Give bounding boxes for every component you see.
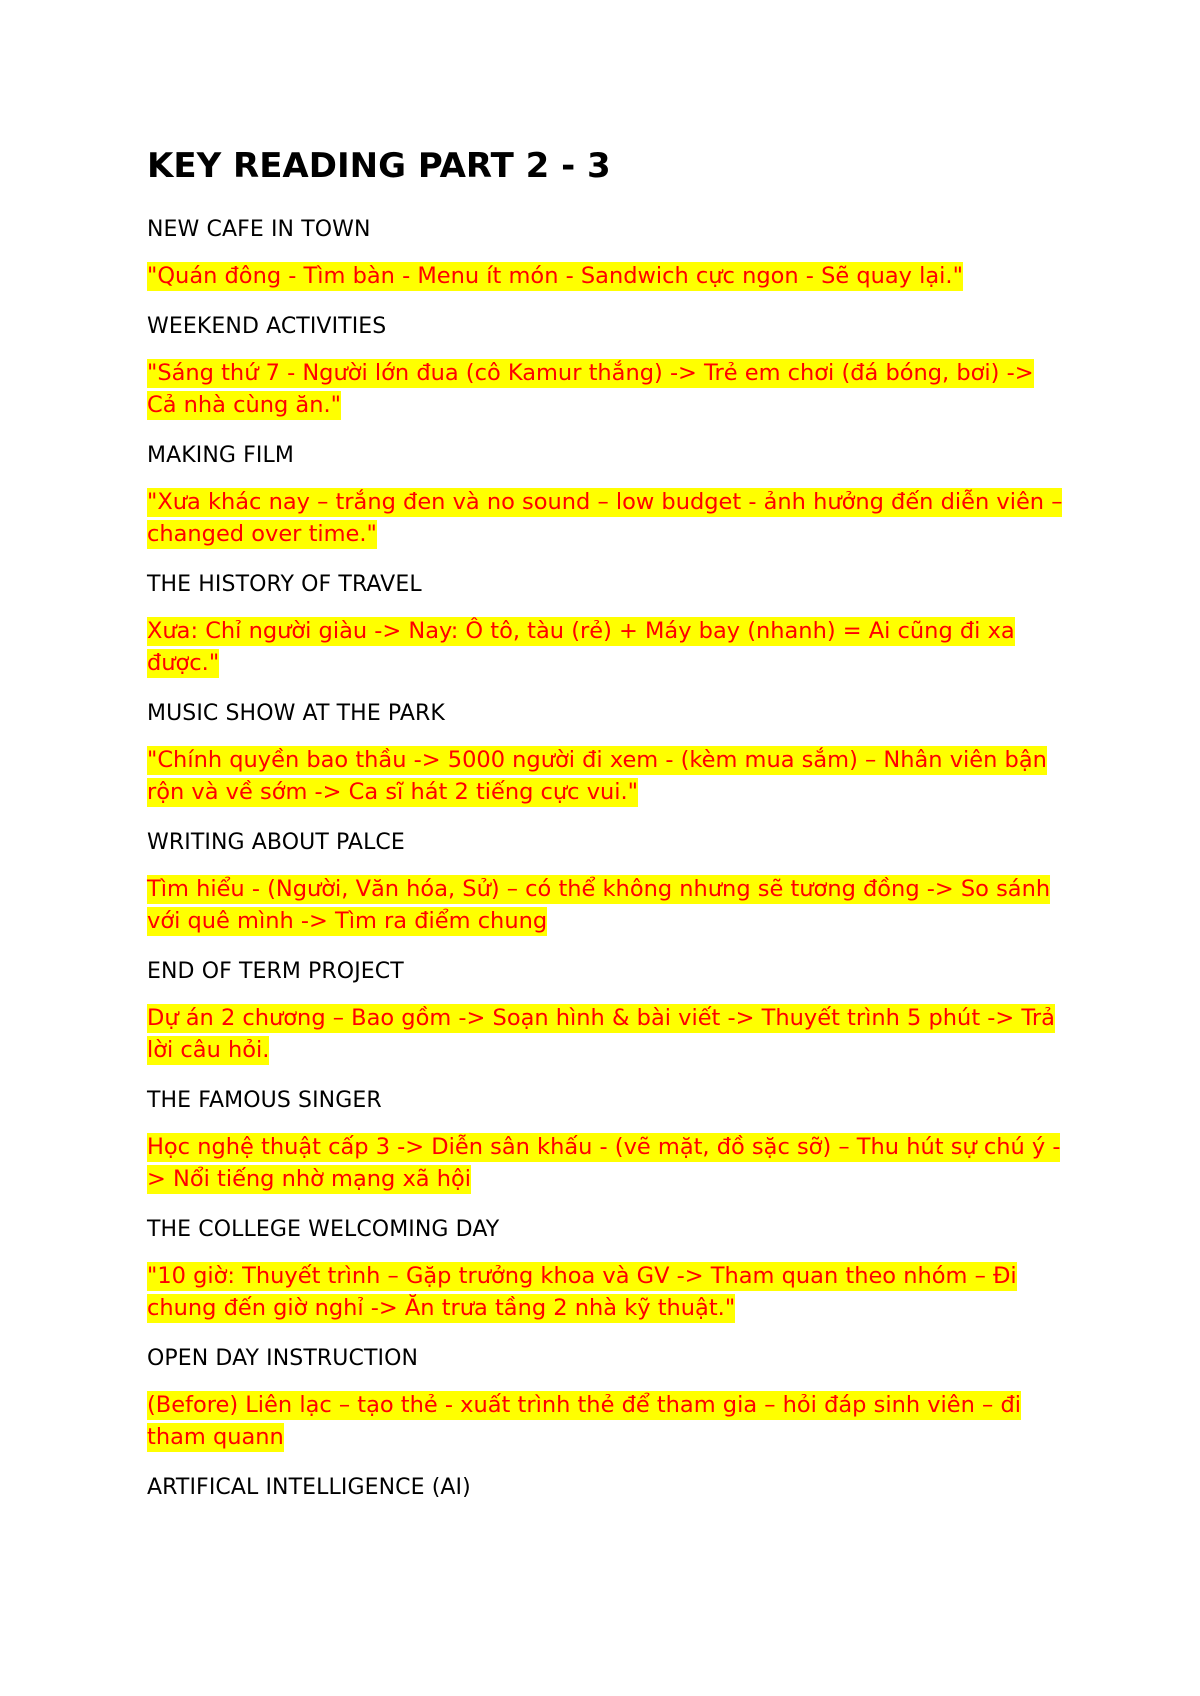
section-note bbox=[147, 357, 1067, 422]
section-note bbox=[147, 260, 1067, 293]
highlighted-note-text: Tìm hiểu - (Người, Văn hóa, Sử) – có thể không nhưng sẽ tương đồng -> So sánh với quê mình -> Tìm ra điểm chung bbox=[147, 875, 1051, 934]
section bbox=[147, 956, 1067, 1067]
highlighted-note-text: "Sáng thứ 7 - Người lớn đua (cô Kamur thắng) -> Trẻ em chơi (đá bóng, bơi) -> Cả nhà cùng ăn." bbox=[147, 359, 1034, 418]
document-title: KEY READING PART 2 - 3 bbox=[147, 146, 611, 186]
section-note bbox=[147, 1260, 1067, 1325]
section-heading: WEEKEND ACTIVITIES bbox=[147, 313, 387, 339]
section bbox=[147, 1472, 1067, 1504]
section-heading: THE COLLEGE WELCOMING DAY bbox=[147, 1216, 500, 1242]
section bbox=[147, 569, 1067, 680]
section-note bbox=[147, 1131, 1067, 1196]
section-note bbox=[147, 1002, 1067, 1067]
section-heading: NEW CAFE IN TOWN bbox=[147, 217, 371, 242]
section-heading: OPEN DAY INSTRUCTION bbox=[147, 1345, 419, 1371]
section-heading: THE FAMOUS SINGER bbox=[147, 1087, 382, 1113]
section bbox=[147, 311, 1067, 422]
section-note bbox=[147, 873, 1067, 938]
section-heading: ARTIFICAL INTELLIGENCE (AI) bbox=[147, 1474, 471, 1500]
section-heading: MAKING FILM bbox=[147, 442, 294, 468]
section bbox=[147, 827, 1067, 938]
highlighted-note-text: Học nghệ thuật cấp 3 -> Diễn sân khấu - (vẽ mặt, đồ sặc sỡ) – Thu hút sự chú ý -> Nổi tiếng nhờ mạng xã hội bbox=[147, 1133, 1061, 1192]
section bbox=[147, 1214, 1067, 1325]
section-heading: MUSIC SHOW AT THE PARK bbox=[147, 700, 445, 726]
section bbox=[147, 1085, 1067, 1196]
section bbox=[147, 1343, 1067, 1454]
section-note bbox=[147, 615, 1067, 680]
highlighted-note-text: "Chính quyền bao thầu -> 5000 người đi xem - (kèm mua sắm) – Nhân viên bận rộn và về sớm -> Ca sĩ hát 2 tiếng cực vui." bbox=[147, 746, 1047, 805]
highlighted-note-text: (Before) Liên lạc – tạo thẻ - xuất trình thẻ để tham gia – hỏi đáp sinh viên – đi tham quann bbox=[147, 1391, 1021, 1450]
highlighted-note-text: Xưa: Chỉ người giàu -> Nay: Ô tô, tàu (rẻ) + Máy bay (nhanh) = Ai cũng đi xa được." bbox=[147, 617, 1015, 676]
highlighted-note-text: "10 giờ: Thuyết trình – Gặp trưởng khoa và GV -> Tham quan theo nhóm – Đi chung đến giờ nghỉ -> Ăn trưa tầng 2 nhà kỹ thuật." bbox=[147, 1262, 1017, 1321]
section-heading: THE HISTORY OF TRAVEL bbox=[147, 571, 422, 597]
highlighted-note-text: Dự án 2 chương – Bao gồm -> Soạn hình & bài viết -> Thuyết trình 5 phút -> Trả lời câu hỏi. bbox=[147, 1004, 1055, 1063]
section-heading: WRITING ABOUT PALCE bbox=[147, 829, 405, 855]
highlighted-note-text: "Xưa khác nay – trắng đen và no sound – low budget - ảnh hưởng đến diễn viên – changed over time." bbox=[147, 488, 1063, 547]
document-page bbox=[147, 140, 1067, 1518]
highlighted-note-text: "Quán đông - Tìm bàn - Menu ít món - Sandwich cực ngon - Sẽ quay lại." bbox=[147, 263, 963, 289]
section-note bbox=[147, 1389, 1067, 1454]
section bbox=[147, 214, 1067, 293]
section-heading: END OF TERM PROJECT bbox=[147, 958, 404, 984]
section bbox=[147, 698, 1067, 809]
section bbox=[147, 440, 1067, 551]
section-note bbox=[147, 744, 1067, 809]
section-note bbox=[147, 486, 1067, 551]
